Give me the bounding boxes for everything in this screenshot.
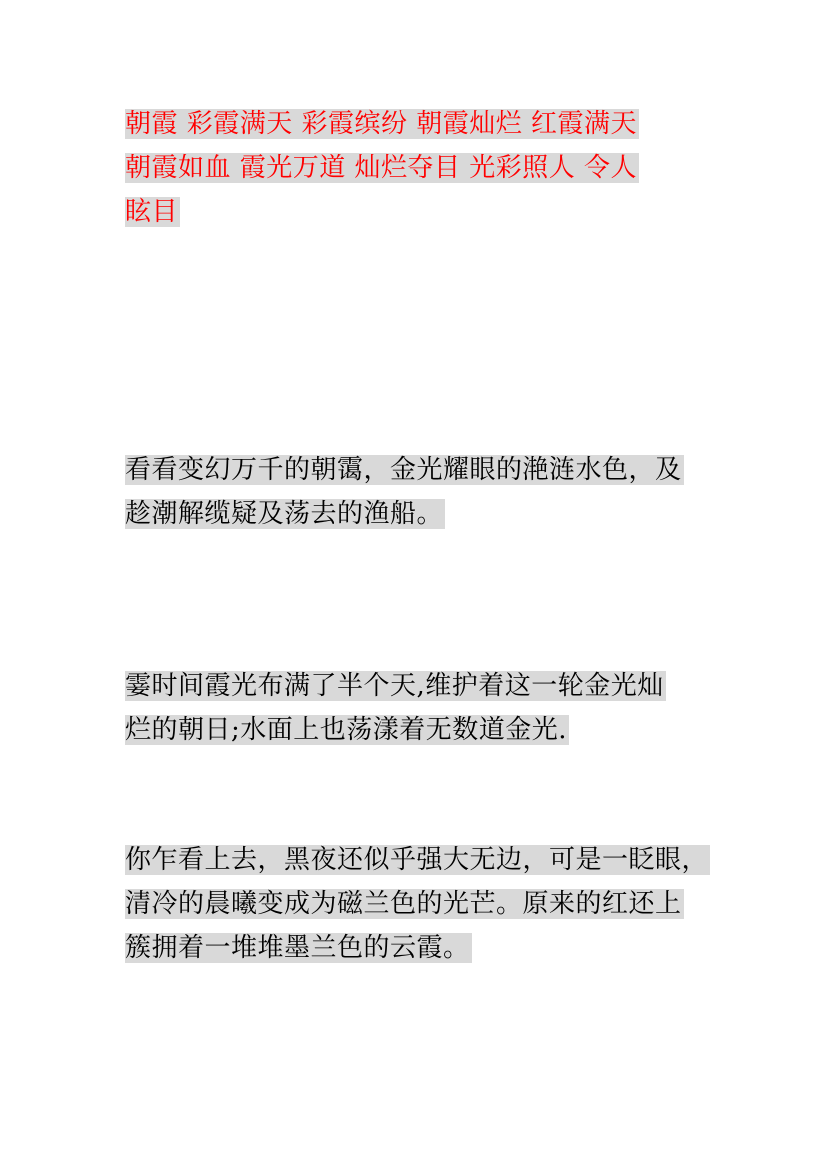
highlighted-text: 趁潮解缆疑及荡去的渔船。 [125, 499, 444, 529]
highlighted-text: 看看变幻万千的朝霭，金光耀眼的滟涟水色，及 [125, 455, 682, 485]
text-line [125, 146, 717, 190]
text-line [125, 882, 717, 926]
text-line [125, 926, 717, 970]
highlighted-text: 眩目 [125, 197, 179, 227]
highlighted-text: 霎时间霞光布满了半个天,维护着这一轮金光灿 [125, 671, 664, 701]
paragraph-glow-sky [125, 664, 717, 752]
text-line [125, 492, 717, 536]
text-line [125, 448, 717, 492]
text-line [125, 708, 717, 752]
paragraph-dawn-light [125, 838, 717, 970]
text-line [125, 838, 717, 882]
highlighted-text: 烂的朝日;水面上也荡漾着无数道金光. [125, 715, 568, 745]
highlighted-text: 簇拥着一堆堆墨兰色的云霞。 [125, 933, 470, 963]
text-line [125, 102, 717, 146]
highlighted-text: 朝霞如血 霞光万道 灿烂夺目 光彩照人 令人 [125, 153, 638, 183]
highlighted-text: 清冷的晨曦变成为磁兰色的光芒。原来的红还上 [125, 889, 682, 919]
highlighted-text: 你乍看上去，黑夜还似乎强大无边，可是一眨眼， [125, 845, 709, 875]
highlighted-text: 朝霞 彩霞满天 彩霞缤纷 朝霞灿烂 红霞满天 [125, 109, 638, 139]
text-line [125, 664, 717, 708]
text-line [125, 190, 717, 234]
red-phrase-paragraph [125, 102, 717, 234]
paragraph-morning-mist [125, 448, 717, 536]
